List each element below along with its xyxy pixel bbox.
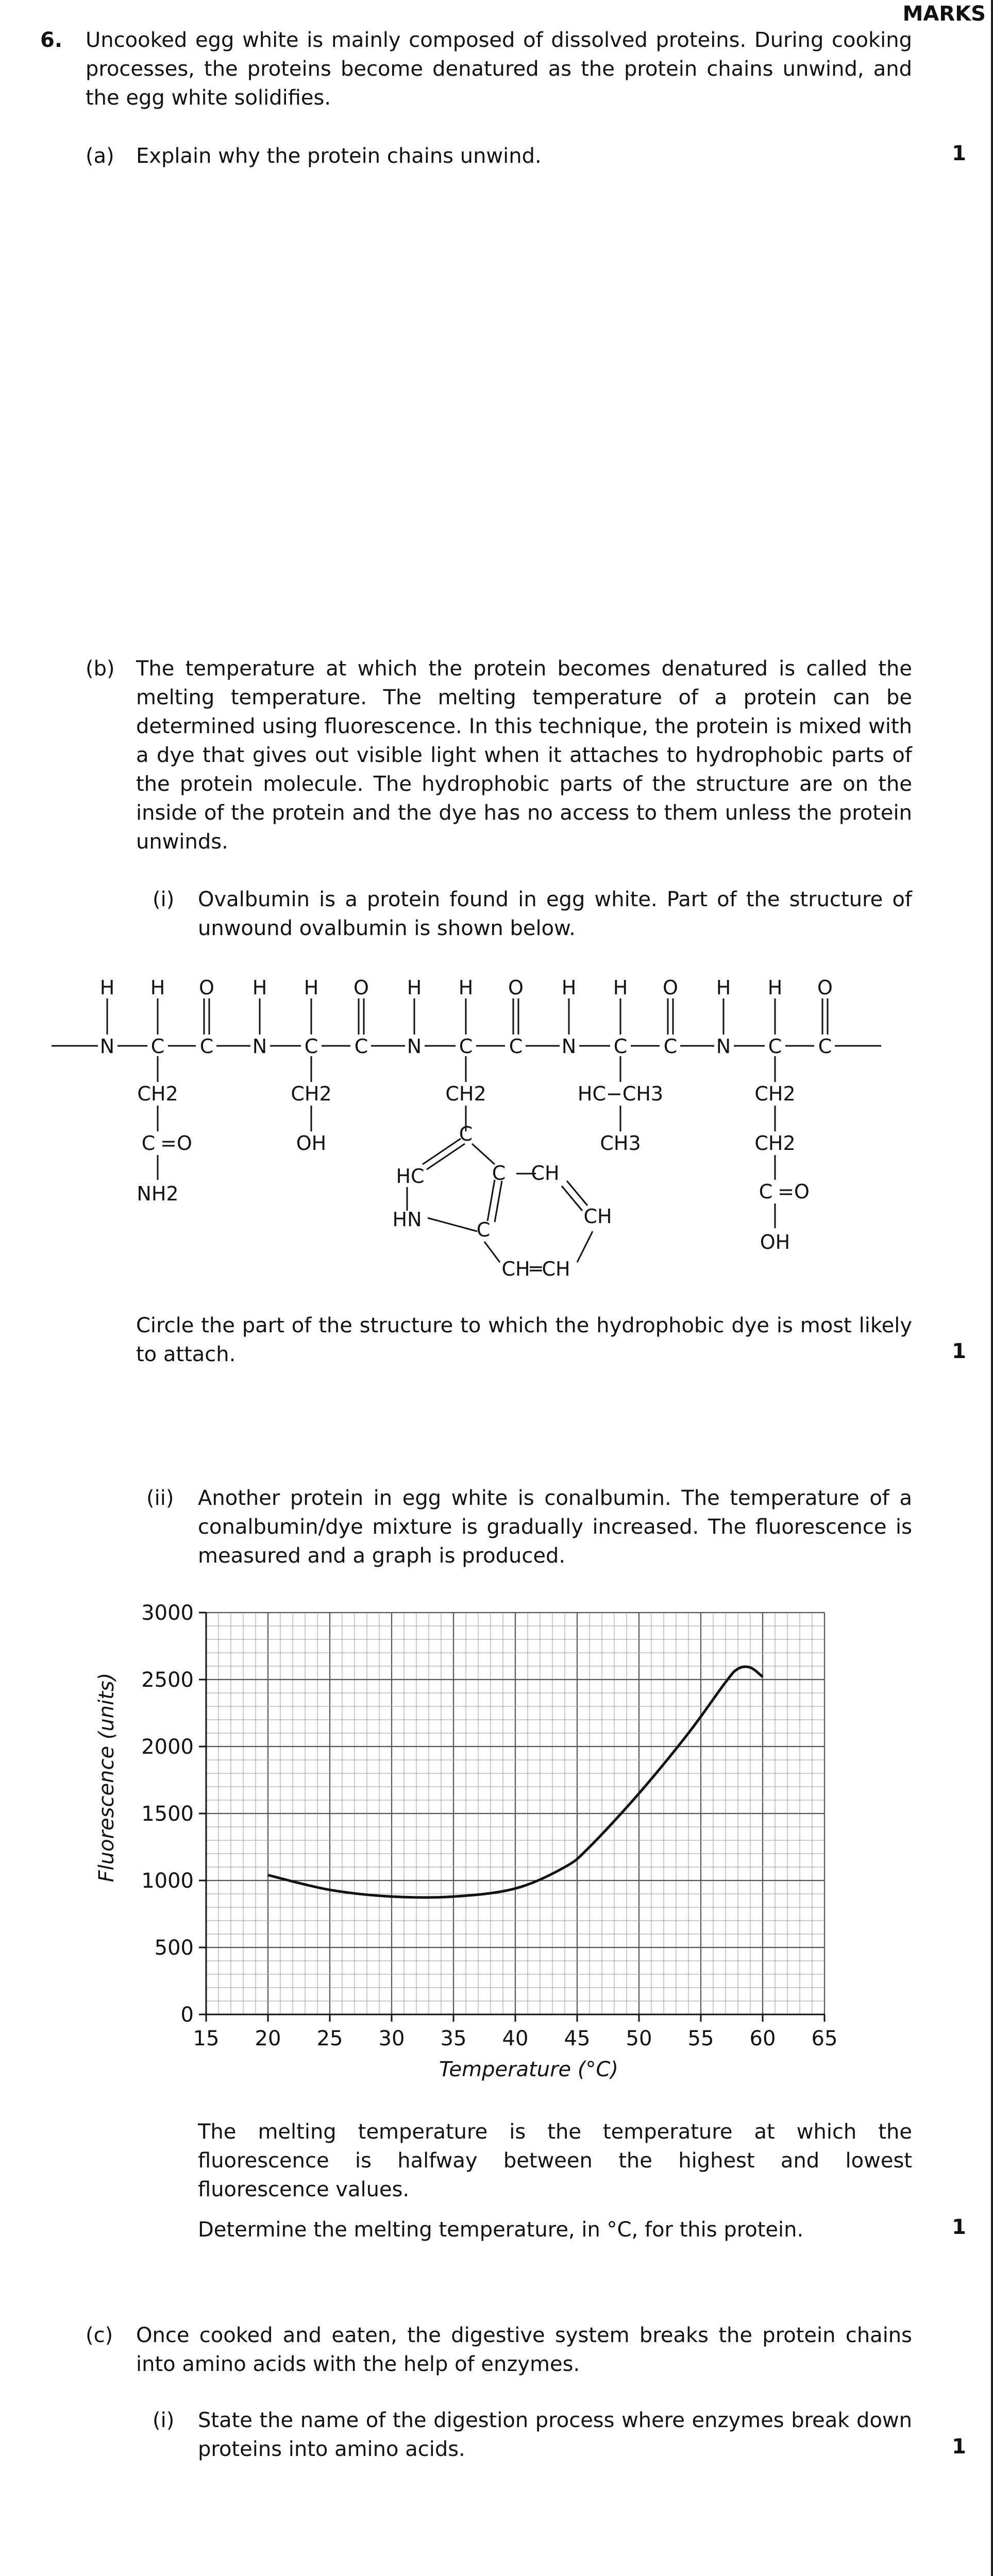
marks-header: MARKS <box>902 2 986 26</box>
y-axis-label: Fluorescence (units) <box>95 1672 119 1883</box>
part-b-i-marks: 1 <box>952 1340 966 1363</box>
part-b-ii-label: (ii) <box>146 1486 174 1510</box>
atom-c: C <box>509 1035 523 1058</box>
atom-c: C <box>150 1035 165 1058</box>
atom-h: H <box>407 976 422 999</box>
atom-c: C <box>141 1132 156 1155</box>
atom-o: O <box>199 976 214 999</box>
atom-c: C <box>459 1035 473 1058</box>
x-tick-label: 50 <box>626 2027 652 2050</box>
atom-n: N <box>561 1035 577 1058</box>
part-a-marks: 1 <box>952 142 966 165</box>
x-tick-label: 55 <box>687 2027 714 2050</box>
atom-c: C <box>476 1218 491 1241</box>
part-c-text: Once cooked and eaten, the digestive system breaks the protein chains into amino acids with the help of enzymes. <box>136 2324 912 2376</box>
atom-o: O <box>354 976 369 999</box>
y-tick-label: 1500 <box>141 1802 194 1826</box>
atom-h: H <box>716 976 731 999</box>
x-tick-label: 65 <box>811 2027 838 2050</box>
part-c-i-text: State the name of the digestion process where enzymes break down proteins into amino acids. <box>198 2409 912 2461</box>
chart-x-ticks <box>193 2014 838 2050</box>
atom-o: O <box>508 976 524 999</box>
atom-n: N <box>252 1035 267 1058</box>
atom-h: H <box>613 976 628 999</box>
atom-ch2: CH2 <box>137 1082 178 1105</box>
atom-c: C <box>768 1035 782 1058</box>
atom-ch-ch: CH═CH <box>501 1258 570 1280</box>
y-tick-label: 3000 <box>141 1602 194 1625</box>
part-b-label: (b) <box>86 657 115 681</box>
y-tick-label: 2500 <box>141 1668 194 1692</box>
part-a-label: (a) <box>86 144 114 168</box>
atom-c: C <box>663 1035 678 1058</box>
atom-h: H <box>252 976 267 999</box>
atom-oh: OH <box>760 1231 790 1253</box>
part-b-ii-marks: 1 <box>952 2215 966 2239</box>
part-c-i-label: (i) <box>153 2409 175 2432</box>
y-tick-label: 500 <box>154 1936 194 1960</box>
part-c-i-marks: 1 <box>952 2435 966 2459</box>
part-b-i-question: Circle the part of the structure to which the hydrophobic dye is most likely to attach. <box>136 1314 912 1366</box>
atom-h: H <box>458 976 474 999</box>
part-b-ii-question: Determine the melting temperature, in °C, for this protein. <box>198 2218 804 2242</box>
atom-n: N <box>407 1035 422 1058</box>
atom-c: C <box>613 1035 628 1058</box>
x-tick-label: 15 <box>193 2027 220 2050</box>
ovalbumin-structure-diagram <box>46 974 897 1303</box>
x-tick-label: 45 <box>564 2027 591 2050</box>
atom-c: C <box>304 1035 318 1058</box>
atom-n: N <box>99 1035 115 1058</box>
fluorescence-chart <box>82 1602 886 2097</box>
atom-ch: CH <box>531 1162 560 1184</box>
atom-c: C <box>199 1035 214 1058</box>
x-tick-label: 35 <box>440 2027 467 2050</box>
atom-hc-ch3: HC−CH3 <box>577 1082 664 1105</box>
atom-hn: HN <box>392 1208 422 1231</box>
part-c-label: (c) <box>86 2324 113 2347</box>
atom-c: C <box>354 1035 368 1058</box>
atom-ch2: CH2 <box>754 1082 796 1105</box>
atom-double-o: =O <box>778 1180 810 1203</box>
atom-double-o: =O <box>160 1132 192 1155</box>
atom-h: H <box>99 976 115 999</box>
atom-c: C <box>818 1035 832 1058</box>
part-b-i-label: (i) <box>153 888 175 911</box>
x-tick-label: 60 <box>749 2027 776 2050</box>
question-intro: Uncooked egg white is mainly composed of dissolved proteins. During cooking processes, the proteins become denatured as the protein chains unwind, and the egg white solidifies. <box>86 28 912 110</box>
margin-rule <box>991 0 993 2576</box>
x-tick-label: 25 <box>316 2027 343 2050</box>
part-b-i-text: Ovalbumin is a protein found in egg white. Part of the structure of unwound ovalbumin is shown below. <box>198 888 912 940</box>
chart-y-ticks <box>141 1602 206 2027</box>
atom-h: H <box>150 976 165 999</box>
atom-h: H <box>767 976 783 999</box>
part-a-text: Explain why the protein chains unwind. <box>136 144 542 168</box>
atom-ch: CH <box>583 1205 612 1228</box>
x-tick-label: 30 <box>378 2027 405 2050</box>
atom-h: H <box>304 976 319 999</box>
atom-c: C <box>459 1123 473 1145</box>
atom-nh2: NH2 <box>137 1182 179 1205</box>
part-b-text: The temperature at which the protein becomes denatured is called the melting temperature. The melting temperature of a protein can be determined using fluorescence. In this technique, the protein is mixed with a dye that gives out visible light when it attaches to hydrophobic parts of the protein molecule. The hydrophobic parts of the structure are on the inside of the protein and the dye has no access to them unless the protein unwinds. <box>136 657 912 854</box>
y-tick-label: 0 <box>180 2003 194 2027</box>
atom-oh: OH <box>296 1132 327 1155</box>
atom-o: O <box>817 976 833 999</box>
part-b-ii-text: Another protein in egg white is conalbumin. The temperature of a conalbumin/dye mixture is gradually increased. The fluorescence is measured and a graph is produced. <box>198 1486 912 1568</box>
atom-h: H <box>561 976 577 999</box>
y-tick-label: 2000 <box>141 1735 194 1759</box>
atom-ch2: CH2 <box>754 1132 796 1155</box>
atom-ch2: CH2 <box>445 1082 486 1105</box>
x-axis-label: Temperature (°C) <box>439 2058 618 2081</box>
y-tick-label: 1000 <box>141 1869 194 1893</box>
atom-c: C <box>759 1180 773 1203</box>
atom-c: C <box>492 1162 506 1184</box>
x-tick-label: 20 <box>255 2027 281 2050</box>
atom-ch3: CH3 <box>600 1132 641 1155</box>
atom-ch2: CH2 <box>291 1082 332 1105</box>
atom-hc: HC <box>396 1165 425 1188</box>
atom-n: N <box>716 1035 731 1058</box>
atom-o: O <box>663 976 678 999</box>
part-b-ii-note: The melting temperature is the temperature at which the fluorescence is halfway between the highest and lowest fluorescence values. <box>198 2120 912 2201</box>
x-tick-label: 40 <box>502 2027 529 2050</box>
question-number: 6. <box>40 28 63 52</box>
